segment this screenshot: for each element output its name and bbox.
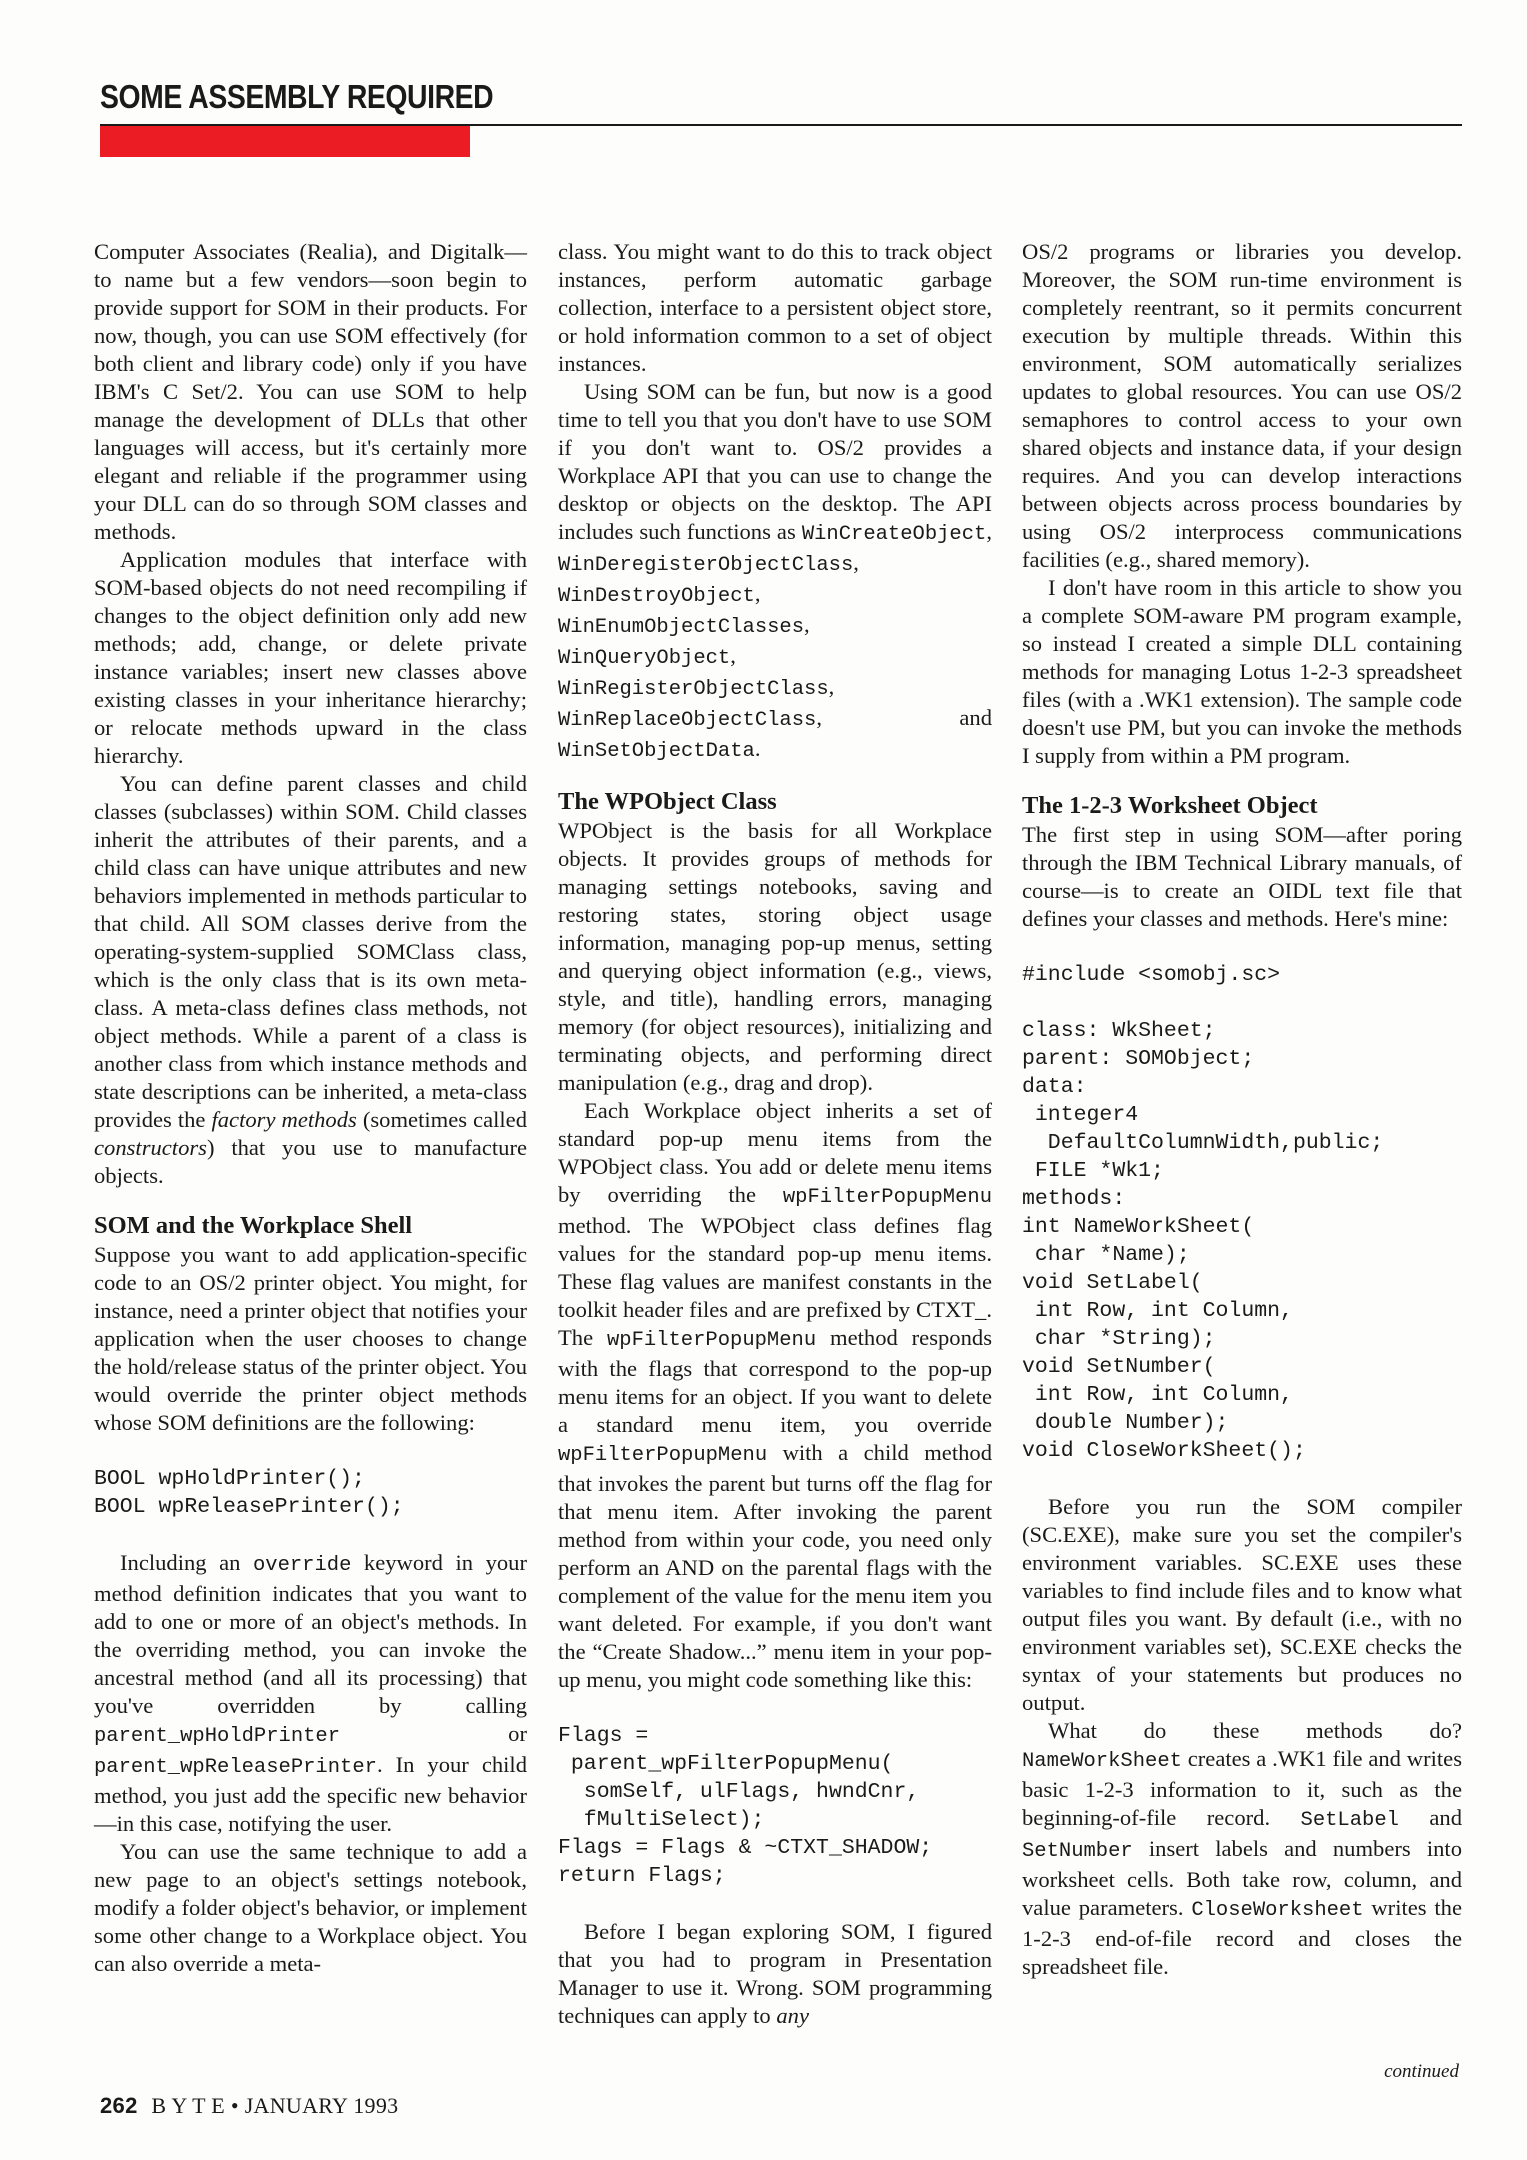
paragraph: Suppose you want to add application-specific code to an OS/2 printer object. You might, for instance, need a printer object that notifies your application when the user chooses to change the hold/release status of the printer object. You would override the printer object methods whose SOM definitions are the following: (94, 1242, 527, 1435)
paragraph: What do these methods do? NameWorkSheet creates a .WK1 file and writes basic 1-2-3 information to it, such as the beginning-of-file record. SetLabel and SetNumber insert labels and numbers into worksheet cells. Both take row, column, and value parameters. CloseWorksheet writes the 1-2-3 end-of-file record and closes the spreadsheet file. (1022, 1718, 1462, 1979)
page-number: 262 (100, 2093, 138, 2118)
code-block: Flags = parent_wpFilterPopupMenu( somSelf, ulFlags, hwndCnr, fMultiSelect); Flags = Flags & ~CTXT_SHADOW; return Flags; (558, 1724, 933, 1888)
paragraph: Each Workplace object inherits a set of standard pop-up menu items from the WPObject class. You add or delete menu items by overriding the wpFilterPopupMenu method. The WPObject class defines flag values for the standard pop-up menu items. These flag values are manifest constants in the toolkit header files and are prefixed by CTXT_. The wpFilterPopupMenu method responds with the flags that correspond to the pop-up menu items for an object. If you want to delete a standard menu item, you override wpFilterPopupMenu with a child method that invokes the parent but turns off the flag for that menu item. After invoking the parent method from within your code, you need only perform an AND on the parental flags with the complement of the value for the menu item you want deleted. For example, if you don't want the “Create Shadow...” menu item in your pop-up menu, you might code something like this: (558, 1098, 992, 1692)
paragraph: I don't have room in this article to show you a complete SOM-aware PM program example, so instead I created a simple DLL containing methods for managing Lotus 1-2-3 spreadsheet files (with a .WK1 extension). The sample code doesn't use PM, but you can invoke the methods I supply from within a PM program. (1022, 575, 1462, 768)
continued-note: continued (1384, 2061, 1459, 2082)
header-accent-bar (100, 126, 470, 157)
subheading: SOM and the Workplace Shell (94, 1212, 413, 1239)
paragraph: The first step in using SOM—after poring through the IBM Technical Library manuals, of course—is to create an OIDL text file that defines your classes and methods. Here's mine: (1022, 822, 1462, 931)
paragraph: Application modules that interface with SOM-based objects do not need recompiling if changes to the object definition only add new methods; add, change, or delete private instance variables; insert new classes above existing classes in your inheritance hierarchy; or relocate methods upward in the class hierarchy. (94, 547, 527, 768)
code-block: #include <somobj.sc> (1022, 963, 1281, 987)
column-1 (94, 238, 527, 1978)
paragraph: WPObject is the basis for all Workplace objects. It provides groups of methods for managing settings notebooks, saving and restoring states, storing object usage information, managing pop-up menus, setting and querying object information (e.g., views, style, and title), handling errors, managing memory (for object resources), initializing and terminating objects, and performing direct manipulation (e.g., drag and drop). (558, 818, 992, 1095)
section-header: SOME ASSEMBLY REQUIRED (100, 78, 494, 115)
magazine-name: B Y T E (151, 2093, 226, 2118)
page-footer (100, 2093, 398, 2119)
footer-separator: • (230, 2093, 239, 2118)
paragraph: Including an override keyword in your method definition indicates that you want to add to one or more of an object's methods. In the overriding method, you can invoke the ancestral method (and all its processing) that you've overridden by calling parent_wpHoldPrinter or parent_wpReleasePrinter. In your child method, you just add the specific new behavior—in this case, notifying the user. (94, 1550, 527, 1836)
paragraph: OS/2 programs or libraries you develop. Moreover, the SOM run-time environment is completely reentrant, so it permits concurrent execution by multiple threads. Within this environment, SOM automatically serializes updates to global resources. You can use OS/2 semaphores to control access to your own shared objects and instance data, if your design requires. And you can develop interactions between objects across process boundaries by using OS/2 interprocess communications facilities (e.g., shared memory). (1022, 239, 1462, 572)
paragraph: You can define parent classes and child classes (subclasses) within SOM. Child classes inherit the attributes of their parents, and a child class can have unique attributes and new behaviors implemented in methods particular to that child. All SOM classes derive from the operating-system-supplied SOMClass class, which is the only class that is its own meta-class. A meta-class defines class methods, not object methods. While a parent of a class is another class from which instance methods and state descriptions can be inherited, a meta-class provides the factory methods (sometimes called constructors) that you use to manufacture objects. (94, 771, 527, 1188)
column-2 (558, 238, 992, 2030)
paragraph: You can use the same technique to add a new page to an object's settings notebook, modify a folder object's behavior, or implement some other change to a Workplace object. You can also override a meta- (94, 1839, 527, 1976)
subheading: The 1-2-3 Worksheet Object (1022, 792, 1318, 819)
code-block: BOOL wpHoldPrinter(); BOOL wpReleasePrinter(); (94, 1467, 404, 1519)
paragraph: Using SOM can be fun, but now is a good time to tell you that you don't have to use SOM if you don't want to. OS/2 provides a Workplace API that you can use to change the desktop or objects on the desktop. The API includes such functions as WinCreateObject, WinDeregisterObjectClass, WinDestroyObject, WinEnumObjectClasses, WinQueryObject, WinRegisterObjectClass, WinReplaceObjectClass, and WinSetObjectData. (558, 379, 992, 763)
paragraph: Before I began exploring SOM, I figured that you had to program in Presentation Manager to use it. Wrong. SOM programming techniques can apply to any (558, 1919, 992, 2028)
code-block: class: WkSheet; parent: SOMObject; data: integer4 DefaultColumnWidth,public; FILE *Wk1; methods: int NameWorkSheet( char *Name); void SetLabel( int Row, int Column, char *String); void SetNumber( int Row, int Column, double Number); void CloseWorkSheet(); (1022, 1019, 1384, 1463)
column-3 (1022, 238, 1462, 1981)
paragraph: Computer Associates (Realia), and Digitalk—to name but a few vendors—soon begin to provide support for SOM in their products. For now, though, you can use SOM effectively (for both client and library code) only if you have IBM's C Set/2. You can use SOM to help manage the development of DLLs that other languages will access, but it's certainly more elegant and reliable if the programmer using your DLL can do so through SOM classes and methods. (94, 239, 527, 544)
paragraph: Before you run the SOM compiler (SC.EXE), make sure you set the compiler's environment variables. SC.EXE uses these variables to find include files and to know what output files you want. By default (i.e., with no environment variables set), SC.EXE checks the syntax of your statements but produces no output. (1022, 1494, 1462, 1715)
issue-date: JANUARY 1993 (244, 2093, 399, 2118)
paragraph: class. You might want to do this to track object instances, perform automatic garbage collection, interface to a persistent object store, or hold information common to a set of object instances. (558, 239, 992, 376)
subheading: The WPObject Class (558, 788, 777, 815)
